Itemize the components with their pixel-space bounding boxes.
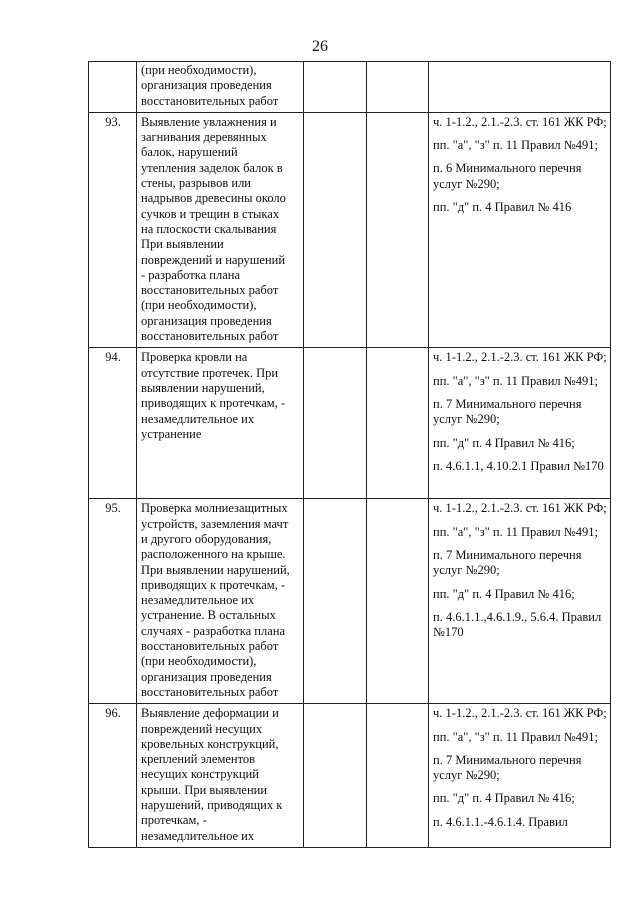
basis-item: пп. "д" п. 4 Правил № 416 xyxy=(433,200,572,215)
basis-item: п. 6 Минимального перечня услуг №290; xyxy=(433,161,582,191)
basis-item: ч. 1-1.2., 2.1.-2.3. ст. 161 ЖК РФ; xyxy=(433,706,607,721)
basis-item: пп. "д" п. 4 Правил № 416; xyxy=(433,435,575,450)
legal-basis xyxy=(429,112,611,347)
table-row xyxy=(89,348,611,499)
basis-item: ч. 1-1.2., 2.1.-2.3. ст. 161 ЖК РФ; xyxy=(433,501,607,516)
work-description: Проверка кровли на отсутствие протечек. При выявлении нарушений, приводящих к протечкам, - незамедлительное их устранение xyxy=(137,348,304,499)
legal-basis xyxy=(429,62,611,113)
works-table xyxy=(88,61,611,848)
row-number: 95. xyxy=(89,499,137,704)
page-number: 26 xyxy=(312,38,328,55)
empty-cell xyxy=(304,348,367,499)
basis-item: ч. 1-1.2., 2.1.-2.3. ст. 161 ЖК РФ; xyxy=(433,350,607,365)
row-number: 96. xyxy=(89,704,137,848)
basis-item: п. 7 Минимального перечня услуг №290; xyxy=(433,752,582,783)
empty-cell xyxy=(367,499,429,704)
empty-cell xyxy=(304,112,367,347)
row-number: 94. xyxy=(89,348,137,499)
table-row xyxy=(89,499,611,704)
row-number xyxy=(89,62,137,113)
empty-cell xyxy=(367,704,429,848)
basis-item: п. 4.6.1.1.-4.6.1.4. Правил xyxy=(433,814,568,829)
basis-item: ч. 1-1.2., 2.1.-2.3. ст. 161 ЖК РФ; xyxy=(433,114,607,129)
empty-cell xyxy=(304,704,367,848)
table-row xyxy=(89,112,611,347)
work-description: Проверка молниезащитных устройств, заземления мачт и другого оборудования, расположенного на крыше. При выявлении нарушений, приводящих к протечкам, - незамедлительное их устранение. В остальных случаях - разработка плана восстановительных работ (при необходимости), организация проведения восстановительных работ xyxy=(137,499,304,704)
empty-cell xyxy=(367,62,429,113)
basis-item: пп. "а", "з" п. 11 Правил №491; xyxy=(433,138,598,153)
basis-item: пп. "а", "з" п. 11 Правил №491; xyxy=(433,524,598,539)
basis-item: п. 4.6.1.1, 4.10.2.1 Правил №170 xyxy=(433,458,604,473)
table-row xyxy=(89,62,611,113)
work-description: (при необходимости), организация проведения восстановительных работ xyxy=(137,62,304,113)
table-row xyxy=(89,704,611,848)
work-description: Выявление деформации и повреждений несущих кровельных конструкций, креплений элементов несущих конструкций крыши. При выявлении нарушений, приводящих к протечкам, - незамедлительное их xyxy=(137,704,304,848)
legal-basis xyxy=(429,348,611,499)
basis-item: п. 4.6.1.1.,4.6.1.9., 5.6.4. Правил №170 xyxy=(433,609,602,640)
basis-item: пп. "а", "з" п. 11 Правил №491; xyxy=(433,729,598,744)
work-description: Выявление увлажнения и загнивания деревянных балок, нарушений утепления заделок балок в стены, разрывов или надрывов древесины около сучков и трещин в стыках на плоскости скалывания При выявлении повреждений и нарушений - разработка плана восстановительных работ (при необходимости), организация проведения восстановительных работ xyxy=(137,112,304,347)
basis-item: пп. "д" п. 4 Правил № 416; xyxy=(433,791,575,806)
empty-cell xyxy=(304,62,367,113)
basis-item: пп. "а", "з" п. 11 Правил №491; xyxy=(433,373,598,388)
empty-cell xyxy=(367,348,429,499)
legal-basis xyxy=(429,499,611,704)
basis-item: п. 7 Минимального перечня услуг №290; xyxy=(433,547,582,578)
row-number: 93. xyxy=(89,112,137,347)
empty-cell xyxy=(367,112,429,347)
legal-basis xyxy=(429,704,611,848)
empty-cell xyxy=(304,499,367,704)
basis-item: пп. "д" п. 4 Правил № 416; xyxy=(433,586,575,601)
basis-item: п. 7 Минимального перечня услуг №290; xyxy=(433,396,582,427)
